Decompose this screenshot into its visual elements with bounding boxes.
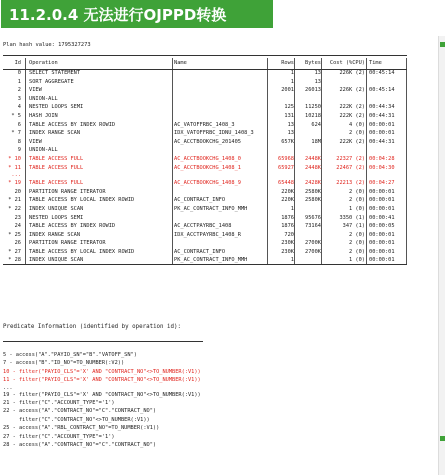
table-row — [3, 214, 407, 223]
cell-id: * 19 — [8, 180, 21, 187]
cell-id: * 28 — [8, 257, 21, 264]
col-header-id: Id — [14, 60, 21, 66]
cell-cost: 2 (0) — [349, 248, 365, 255]
cell-bytes: 95676 — [305, 214, 321, 221]
cell-rows: 65448 — [278, 180, 294, 187]
cell-time: 00:00:01 — [369, 197, 395, 204]
cell-rows: 1 — [290, 205, 294, 212]
cell-op: SORT AGGREGATE — [29, 78, 74, 85]
cell-op: NESTED LOOPS SEMI — [29, 214, 84, 221]
cell-rows: 220K — [281, 197, 294, 204]
table-body — [3, 69, 407, 265]
cell-bytes: 13 — [314, 70, 321, 76]
col-header-operation: Operation — [29, 60, 58, 66]
table-row — [3, 69, 407, 78]
cell-id: 3 — [17, 95, 21, 102]
predicate-line: 25 - access("A"."RBL_CONTRACT_NO"=TO_NUMBER(:V1)) — [3, 425, 160, 432]
cell-time: 00:44:31 — [369, 112, 395, 119]
cell-rows: 230K — [281, 240, 294, 247]
cell-id: * 7 — [11, 130, 21, 137]
cell-id: 8 — [17, 138, 21, 145]
cell-name: PK_AC_CONTRACT_INFO_MMH — [174, 257, 248, 264]
table-row — [3, 248, 407, 257]
table-row — [3, 164, 407, 173]
cell-cost: 1 (0) — [349, 257, 365, 264]
cell-time: 00:00:41 — [369, 214, 395, 221]
cell-bytes: 2428K — [305, 180, 321, 187]
cell-cost: 2 (0) — [349, 197, 365, 204]
cell-time: 00:00:01 — [369, 240, 395, 247]
cell-id: 1 — [17, 78, 21, 85]
cell-id: 9 — [17, 147, 21, 154]
page-title: 11.2.0.4 无法进行OJPPD转换 — [9, 6, 227, 24]
cell-rows: 125 — [284, 104, 294, 111]
table-row — [3, 121, 407, 130]
cell-cost: 4 (0) — [349, 121, 365, 128]
cell-id: 24 — [14, 223, 21, 230]
table-header — [3, 58, 407, 69]
cell-cost: 22213 (2) — [336, 180, 365, 187]
col-header-cost: Cost (%CPU) — [329, 60, 365, 66]
edge-marker — [440, 436, 445, 441]
header-divider — [3, 69, 407, 70]
cell-id: 23 — [14, 214, 21, 221]
cell-op: UNION-ALL — [29, 95, 58, 102]
cell-rows: 220K — [281, 188, 294, 195]
cell-bytes: 2700K — [305, 240, 321, 247]
table-row — [3, 188, 407, 197]
cell-id: * 11 — [8, 164, 21, 171]
cell-id: * 22 — [8, 205, 21, 212]
predicate-line: 21 - filter("C"."ACCOUNT_TYPE"='1') — [3, 399, 115, 406]
cell-time: 00:04:27 — [369, 180, 395, 187]
col-header-bytes: Bytes — [305, 60, 321, 66]
cell-time: 00:00:01 — [369, 205, 395, 212]
table-row — [3, 95, 407, 104]
cell-id: 26 — [14, 240, 21, 247]
col-header-rows: Rows — [281, 60, 294, 66]
cell-rows: 131 — [284, 112, 294, 119]
column-separator — [294, 58, 295, 265]
cell-id: * 10 — [8, 155, 21, 162]
cell-name: AC_VATOFFRBC_1408_3 — [174, 121, 235, 128]
title-banner — [1, 0, 273, 28]
cell-bytes: 11250 — [305, 104, 321, 111]
cell-bytes: 2700K — [305, 248, 321, 255]
cell-id: 6 — [17, 121, 21, 128]
predicate-list — [3, 351, 201, 449]
cell-cost: 1 (0) — [349, 205, 365, 212]
column-separator — [267, 58, 268, 265]
cell-rows: 230K — [281, 248, 294, 255]
cell-time: 00:00:01 — [369, 130, 395, 137]
table-bottom-divider — [3, 264, 407, 265]
cell-op: INDEX UNIQUE SCAN — [29, 205, 84, 212]
cell-name: AC_ACCTBOOKCHG_1408_0 — [174, 155, 241, 162]
column-separator — [25, 58, 26, 265]
table-row — [3, 78, 407, 87]
cell-rows: 657K — [281, 138, 294, 145]
cell-rows: 720 — [284, 231, 294, 238]
cell-id: * 21 — [8, 197, 21, 204]
col-header-name: Name — [174, 60, 187, 66]
cell-bytes: 13 — [314, 78, 321, 85]
cell-bytes: 26013 — [305, 87, 321, 94]
cell-rows: 65927 — [278, 164, 294, 171]
table-row — [3, 179, 407, 188]
cell-bytes: 18M — [311, 138, 321, 145]
table-row — [3, 86, 407, 95]
cell-op: TABLE ACCESS BY INDEX ROWID — [29, 121, 116, 128]
cell-op: TABLE ACCESS BY LOCAL INDEX ROWID — [29, 197, 135, 204]
predicate-line: 28 - access("A"."CONTRACT_NO"="C"."CONTRACT_NO") — [3, 441, 157, 448]
table-row — [3, 196, 407, 205]
column-separator — [406, 58, 407, 265]
table-row — [3, 146, 407, 155]
table-row — [3, 231, 407, 240]
cell-id: * 5 — [11, 112, 21, 119]
cell-time: 00:00:05 — [369, 223, 395, 230]
cell-name: AC_ACCTPAYRBC_1408 — [174, 223, 232, 230]
table-row — [3, 222, 407, 231]
table-row — [3, 155, 407, 164]
cell-id: 2 — [17, 87, 21, 94]
cell-cost: 2 (0) — [349, 240, 365, 247]
cell-rows: 1 — [290, 78, 294, 85]
table-row — [3, 172, 407, 179]
cell-time: 00:44:34 — [369, 104, 395, 111]
cell-time: 00:00:01 — [369, 188, 395, 195]
cell-id: 0 — [17, 70, 21, 76]
cell-op: INDEX RANGE SCAN — [29, 231, 81, 238]
table-row — [3, 112, 407, 121]
plan-hash-value: Plan hash value: 1795327273 — [3, 42, 91, 48]
cell-cost: 226K (2) — [339, 70, 365, 76]
cell-time: 00:44:31 — [369, 138, 395, 145]
cell-op: SELECT STATEMENT — [29, 70, 81, 76]
cell-op: INDEX RANGE SCAN — [29, 130, 81, 137]
cell-name: AC_CONTRACT_INFO — [174, 197, 226, 204]
cell-rows: 65968 — [278, 155, 294, 162]
cell-rows: 13 — [287, 121, 294, 128]
predicate-line: 19 - filter("PAYIO_CLS"='X' AND "CONTRACT_NO"<>TO_NUMBER(:V1)) — [3, 391, 201, 398]
predicate-line: filter("C"."CONTRACT_NO"<>TO_NUMBER(:V1)) — [3, 416, 150, 423]
cell-time: 00:45:14 — [369, 70, 395, 76]
cell-op: HASH JOIN — [29, 112, 58, 119]
execution-plan-table — [3, 58, 407, 265]
cell-op: PARTITION RANGE ITERATOR — [29, 188, 106, 195]
cell-name: IDX_VATOFFRBC_IDNU_1408_3 — [174, 130, 254, 137]
cell-time: 00:00:01 — [369, 231, 395, 238]
cell-op: PARTITION RANGE ITERATOR — [29, 240, 106, 247]
divider — [3, 55, 407, 56]
cell-cost: 222K (2) — [339, 112, 365, 119]
cell-op: TABLE ACCESS FULL — [29, 164, 84, 171]
cell-cost: 2 (0) — [349, 188, 365, 195]
cell-op: INDEX UNIQUE SCAN — [29, 257, 84, 264]
cell-time: 00:00:01 — [369, 248, 395, 255]
cell-op: TABLE ACCESS BY INDEX ROWID — [29, 223, 116, 230]
cell-rows: 2001 — [281, 87, 294, 94]
cell-op: NESTED LOOPS SEMI — [29, 104, 84, 111]
cell-id: * 27 — [8, 248, 21, 255]
predicate-title: Predicate Information (identified by operation id): — [3, 324, 181, 330]
predicate-line: 22 - access("A"."CONTRACT_NO"="C"."CONTRACT_NO") — [3, 408, 157, 415]
col-header-time: Time — [369, 60, 382, 66]
cell-time: 00:00:01 — [369, 257, 395, 264]
cell-name: AC_ACCTBOOKCHG_1408_9 — [174, 180, 241, 187]
cell-id: * 25 — [8, 231, 21, 238]
cell-cost: 2 (0) — [349, 231, 365, 238]
cell-op: UNION-ALL — [29, 147, 58, 154]
table-row — [3, 138, 407, 147]
predicate-line: 11 - filter("PAYIO_CLS"='X' AND "CONTRACT_NO"<>TO_NUMBER(:V1)) — [3, 377, 201, 384]
cell-rows: 1876 — [281, 214, 294, 221]
cell-bytes: 624 — [311, 121, 321, 128]
cell-name: PK_AC_CONTRACT_INFO_MMH — [174, 205, 248, 212]
cell-cost: 22467 (2) — [336, 164, 365, 171]
cell-time: 00:00:01 — [369, 121, 395, 128]
cell-bytes: 2448K — [305, 155, 321, 162]
column-separator — [366, 58, 367, 265]
cell-name: AC_ACCTBOOKCHG_201405 — [174, 138, 241, 145]
cell-name: IDX_ACCTPAYRBC_1408_R — [174, 231, 241, 238]
cell-op: TABLE ACCESS BY LOCAL INDEX ROWID — [29, 248, 135, 255]
row-ellipsis: ... — [11, 172, 21, 179]
cell-cost: 347 (1) — [342, 223, 365, 230]
cell-name: AC_CONTRACT_INFO — [174, 248, 226, 255]
column-separator — [172, 58, 173, 265]
predicate-line: 7 - access("B"."ID_NO"=TO_NUMBER(:V2)) — [3, 360, 125, 367]
table-row — [3, 239, 407, 248]
cell-time: 00:04:28 — [369, 155, 395, 162]
cell-bytes: 73164 — [305, 223, 321, 230]
edge-marker — [440, 42, 445, 47]
predicate-line: 5 - access("A"."PAYIO_SN"="B"."VATOFF_SN") — [3, 352, 137, 358]
predicate-line: 10 - filter("PAYIO_CLS"='X' AND "CONTRACT_NO"<>TO_NUMBER(:V1)) — [3, 368, 201, 375]
predicate-line: 27 - filter("C"."ACCOUNT_TYPE"='1') — [3, 433, 115, 440]
table-row — [3, 103, 407, 112]
cell-id: 20 — [14, 188, 21, 195]
divider — [3, 341, 203, 342]
cell-op: TABLE ACCESS FULL — [29, 155, 84, 162]
cell-rows: 1 — [290, 257, 294, 264]
cell-cost: 2 (0) — [349, 130, 365, 137]
table-row — [3, 129, 407, 138]
cell-time: 00:04:30 — [369, 164, 395, 171]
cell-op: VIEW — [29, 87, 42, 94]
cell-op: TABLE ACCESS FULL — [29, 180, 84, 187]
cell-cost: 3350 (1) — [339, 214, 365, 221]
cell-rows: 1 — [290, 70, 294, 76]
cell-name: AC_ACCTBOOKCHG_1408_1 — [174, 164, 241, 171]
scroll-edge[interactable] — [438, 36, 445, 475]
cell-cost: 22327 (2) — [336, 155, 365, 162]
column-separator — [321, 58, 322, 265]
cell-bytes: 2448K — [305, 164, 321, 171]
predicate-line: ... — [3, 384, 13, 391]
cell-rows: 1876 — [281, 223, 294, 230]
cell-cost: 226K (2) — [339, 87, 365, 94]
cell-cost: 222K (2) — [339, 138, 365, 145]
cell-time: 00:45:14 — [369, 87, 395, 94]
cell-rows: 13 — [287, 130, 294, 137]
table-row — [3, 205, 407, 214]
cell-cost: 222K (2) — [339, 104, 365, 111]
cell-id: 4 — [17, 104, 21, 111]
cell-op: VIEW — [29, 138, 42, 145]
cell-bytes: 10218 — [305, 112, 321, 119]
cell-bytes: 2580K — [305, 197, 321, 204]
cell-bytes: 2580K — [305, 188, 321, 195]
